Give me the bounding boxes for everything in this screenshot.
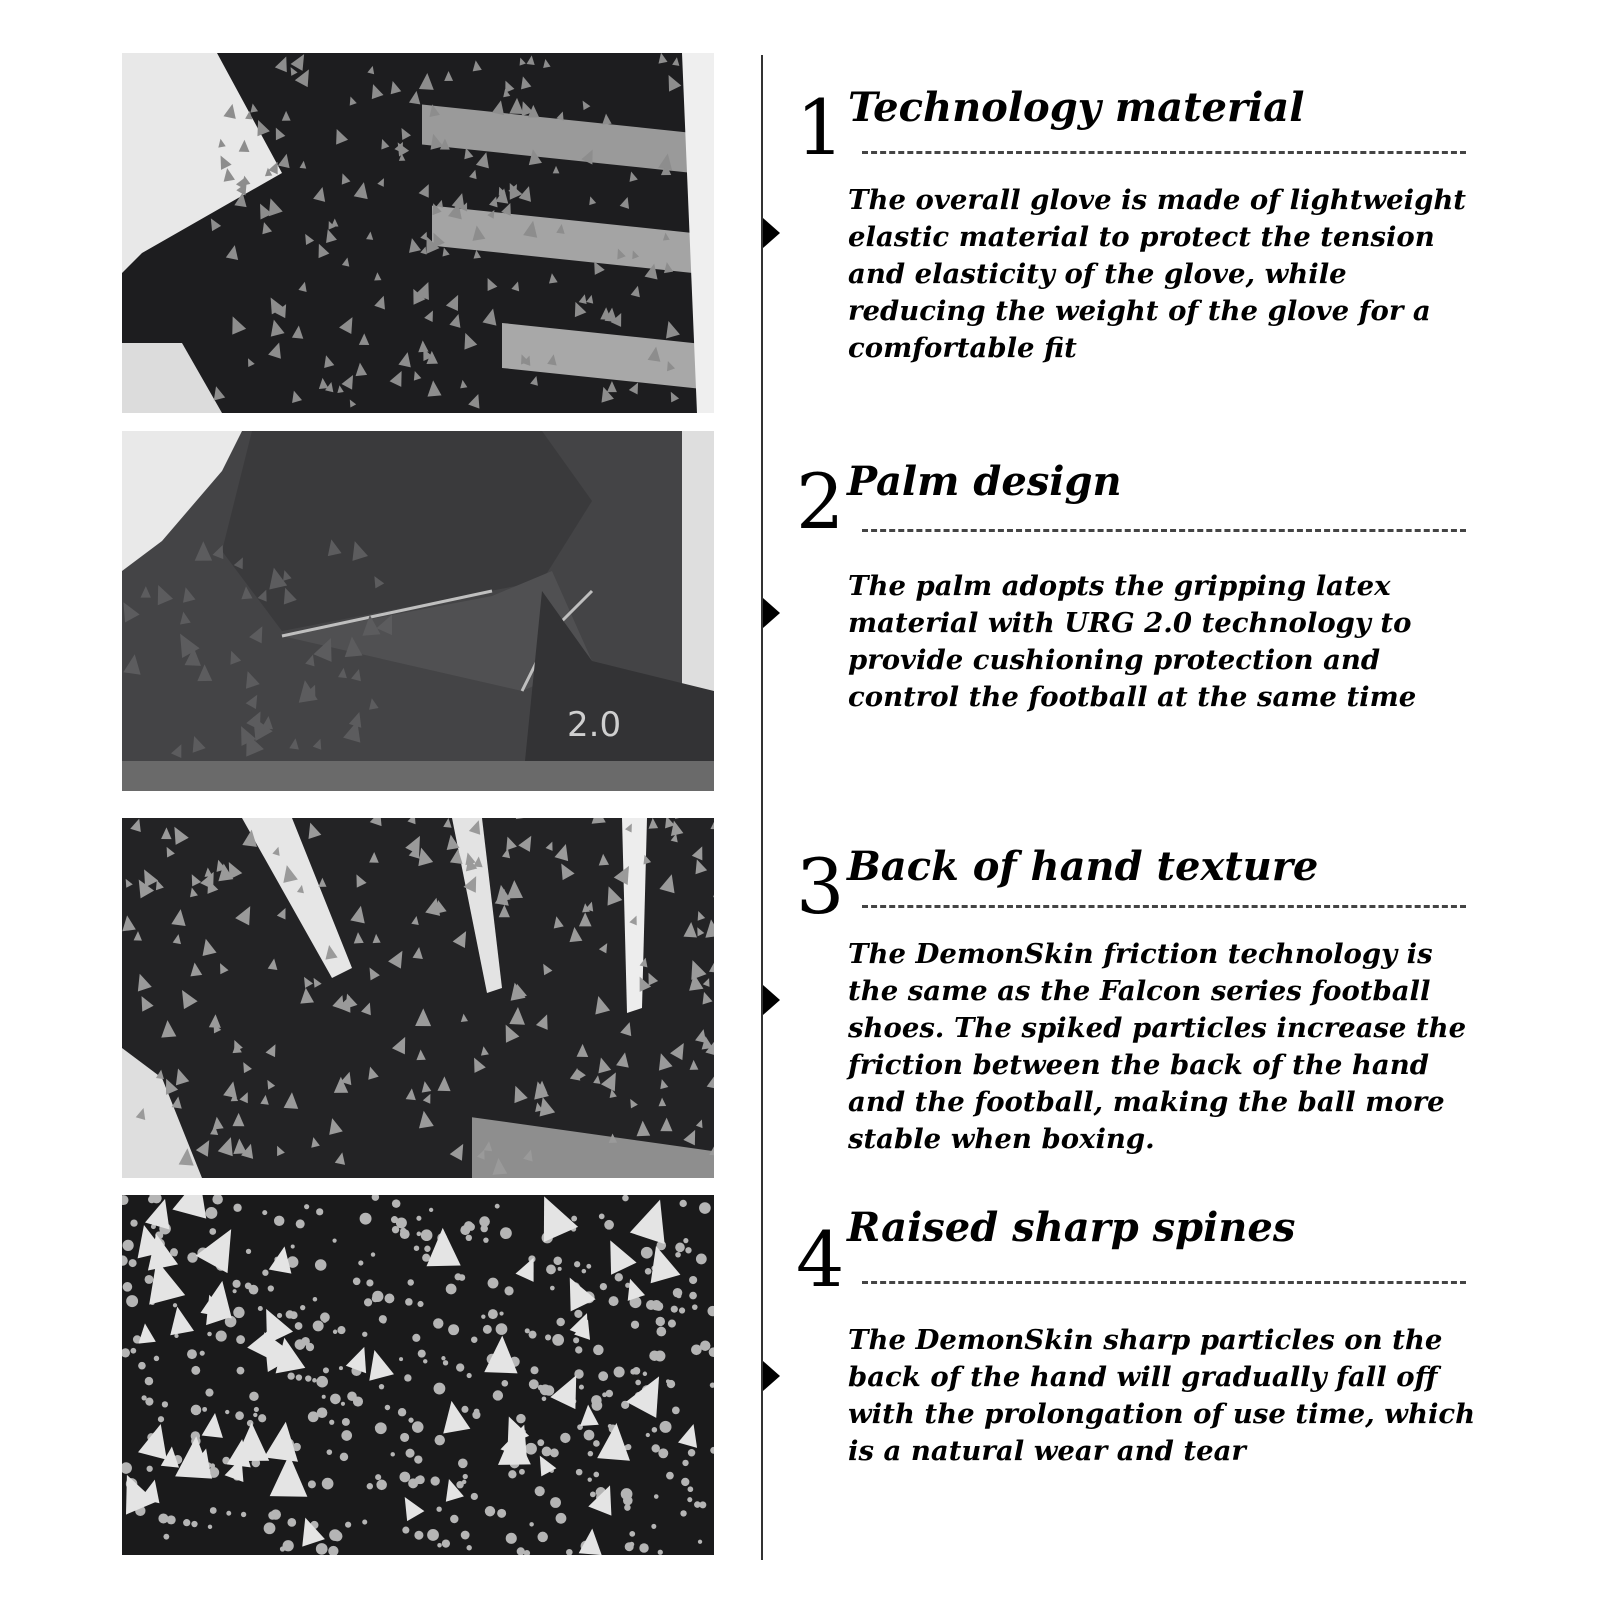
feature-description: The DemonSkin friction technology is the same as the Falcon series football shoes. The spiked particles increase the friction between the back of the hand and the football, making the ball more stable when boxing.	[848, 938, 1467, 1155]
dashed-separator	[862, 905, 1466, 908]
glove-back-texture-photo	[122, 818, 714, 1178]
photo-sharp-spines	[122, 1195, 714, 1555]
arrow-right-icon	[763, 598, 780, 628]
photo-technology-material	[122, 53, 714, 413]
feature-title: Back of hand texture	[847, 843, 1319, 890]
feature-description: The overall glove is made of lightweight elastic material to protect the tension and elasticity of the glove, while reducing the weight of the glove for a comfortable fit	[848, 184, 1467, 364]
dashed-separator	[862, 1281, 1466, 1284]
arrow-right-icon	[763, 985, 780, 1015]
feature-description: The palm adopts the gripping latex material with URG 2.0 technology to provide cushioning protection and control the football at the same time	[848, 570, 1417, 713]
dashed-separator	[862, 529, 1466, 532]
glove-spines-closeup-photo	[122, 1195, 714, 1555]
vertical-divider	[761, 55, 763, 1560]
feature-description: The DemonSkin sharp particles on the back of the hand will gradually fall off with the prolongation of use time, which is a natural wear and tear	[848, 1324, 1476, 1467]
glove-palm-latex-photo	[122, 431, 714, 791]
feature-title: Technology material	[848, 84, 1305, 131]
feature-number: 3	[796, 842, 845, 931]
glove-fingers-closeup-photo	[122, 53, 714, 413]
feature-number: 4	[796, 1215, 845, 1304]
photo-back-of-hand	[122, 818, 714, 1178]
photo-palm-design	[122, 431, 714, 791]
urg-label: 2.0	[567, 705, 622, 745]
arrow-right-icon	[763, 1361, 780, 1391]
feature-number: 1	[796, 83, 845, 172]
feature-number: 2	[796, 457, 845, 546]
feature-title: Palm design	[847, 458, 1122, 505]
feature-title: Raised sharp spines	[847, 1204, 1296, 1251]
arrow-right-icon	[763, 218, 780, 248]
dashed-separator	[862, 151, 1466, 154]
